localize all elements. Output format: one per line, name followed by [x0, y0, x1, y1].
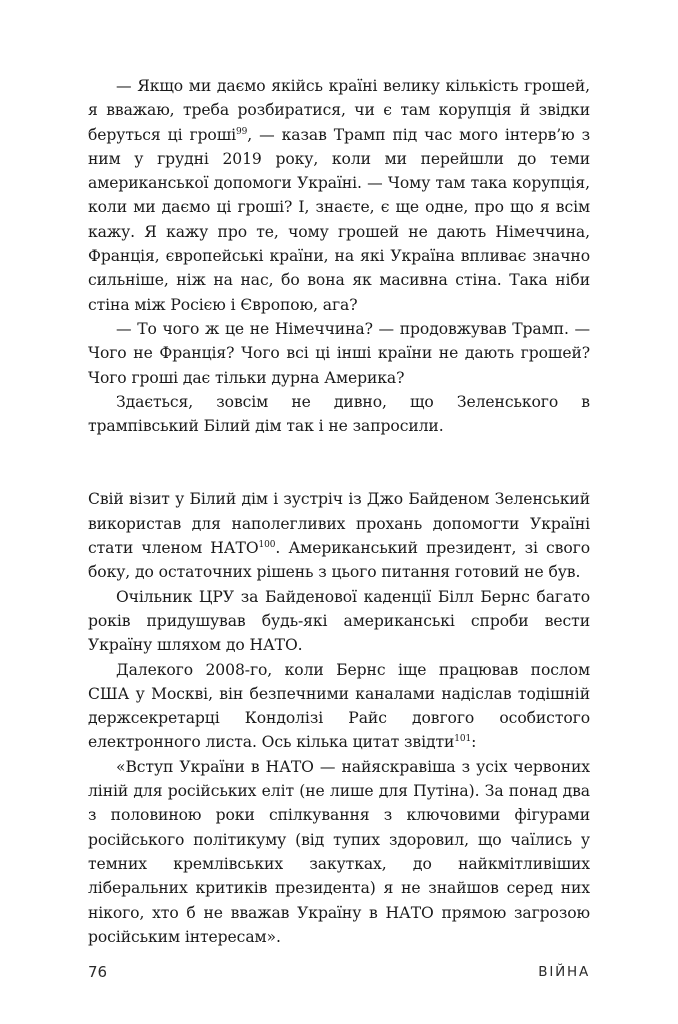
paragraph-text: : [471, 733, 477, 752]
paragraph-text: Далекого 2008-го, коли Бернс іще працював послом США у Москві, він безпечними каналами надіслав тодішній держсекретарці Кондолізі Райс довгого особистого електронного листа. Ось кілька цитат звідти [88, 660, 590, 752]
paragraph-trump-continued: — То чого ж це не Німеччина? — продовжував Трамп. — Чого не Франція? Чого всі ці інші країни не дають грошей? Чого гроші дає тільки дурна Америка? [88, 319, 590, 387]
page-body [88, 74, 590, 949]
paragraph-burns: Очільник ЦРУ за Байденової каденції Білл Бернс багато років придушував будь-які американські спроби вести Україну шляхом до НАТО. [88, 587, 590, 655]
paragraph-text: Свій візит у Білий дім і зустріч із Джо Байденом Зеленський використав для наполегливих прохань допомогти Україні стати членом НАТО [88, 490, 590, 558]
footnote-ref-101[interactable]: 101 [454, 734, 472, 745]
page-number: 76 [88, 963, 108, 981]
paragraph-trump-quote [88, 74, 590, 317]
paragraph-text: . Американський президент, зі свого боку, до остаточних рішень з цього питання готовий не був. [88, 539, 591, 582]
paragraph-text: — Якщо ми даємо якійсь країні велику кількість грошей, я вважаю, треба розбиратися, чи є там корупція й звідки беруться ці гроші [88, 77, 590, 144]
footnote-ref-100[interactable]: 100 [258, 540, 276, 551]
footnote-ref-99[interactable]: 99 [236, 126, 248, 137]
section-break [88, 438, 590, 487]
paragraph-conclusion: Здається, зовсім не дивно, що Зеленського в трампівський Білий дім так і не запросили. [88, 392, 590, 436]
paragraph-text: , — казав Трамп під час мого інтерв’ю з ним у грудні 2019 року, коли ми перейшли до теми американської допомоги Україні. — Чому там така корупція, коли ми даємо ці гроші? І, знаєте, є ще одне, про що я всім кажу. Я кажу про те, чому грошей не дають Німеччина, Франція, європейські країни, на які Україна впливає значно сильніше, ніж на нас, бо вона як масивна стіна. Така ніби стіна між Росією і Європою, ага? [88, 125, 590, 314]
paragraph-white-house-visit [88, 487, 590, 584]
paragraph-burns-quote: «Вступ України в НАТО — найяскравіша з усіх червоних ліній для російських еліт (не лише для Путіна). За понад два з половиною роки спілкування з ключовими фігурами російського політикуму (від тупих здоровил, що чаїлись у темних кремлівських закутках, до найкмітливіших ліберальних критиків президента) я не знайшов серед них нікого, хто б не вважав Україну в НАТО прямою загрозою російським інтересам». [88, 757, 590, 946]
running-title: ВІЙНА [538, 964, 590, 980]
paragraph-burns-letter [88, 658, 590, 755]
